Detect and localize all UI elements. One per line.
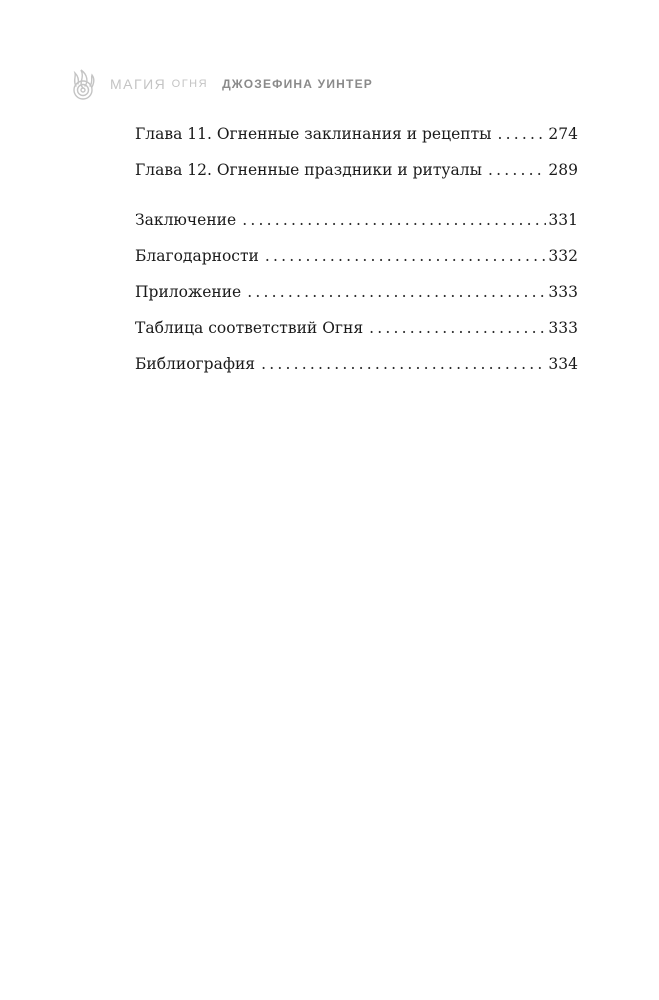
author-name: ДЖОЗЕФИНА УИНТЕР bbox=[222, 77, 373, 91]
toc-entry-title: Заключение bbox=[135, 211, 237, 229]
toc-entry-bibliography bbox=[135, 346, 578, 382]
flame-logo-icon bbox=[66, 67, 100, 101]
toc-leader-dots bbox=[498, 116, 547, 152]
toc-entry-page: 332 bbox=[548, 247, 578, 265]
toc-entry-correspondence-table bbox=[135, 310, 578, 346]
toc-entry-page: 333 bbox=[548, 283, 578, 301]
toc-entry-title: Библиография bbox=[135, 355, 256, 373]
book-title: МАГИЯ ОГНЯ bbox=[110, 76, 209, 92]
toc-entry-page: 334 bbox=[548, 355, 578, 373]
toc-entry-chapter-12 bbox=[135, 152, 578, 188]
toc-entry-chapter-11 bbox=[135, 116, 578, 152]
toc-entry-title: Приложение bbox=[135, 283, 242, 301]
toc-entry-title: Глава 12. Огненные праздники и ритуалы bbox=[135, 161, 482, 179]
toc-entry-appendix bbox=[135, 274, 578, 310]
toc-entry-conclusion bbox=[135, 202, 578, 238]
table-of-contents bbox=[135, 116, 578, 382]
toc-entry-title: Таблица соответствий Огня bbox=[135, 319, 364, 337]
toc-leader-dots bbox=[369, 310, 546, 346]
toc-entry-page: 289 bbox=[548, 161, 578, 179]
toc-entry-page: 333 bbox=[548, 319, 578, 337]
toc-entry-page: 274 bbox=[548, 125, 578, 143]
toc-entry-title: Глава 11. Огненные заклинания и рецепты bbox=[135, 125, 492, 143]
toc-entry-acknowledgements bbox=[135, 238, 578, 274]
toc-leader-dots bbox=[242, 202, 546, 238]
running-header bbox=[66, 66, 373, 102]
toc-leader-dots bbox=[261, 346, 546, 382]
toc-leader-dots bbox=[265, 238, 547, 274]
toc-leader-dots bbox=[247, 274, 546, 310]
toc-entry-page: 331 bbox=[548, 211, 578, 229]
toc-leader-dots bbox=[488, 152, 546, 188]
toc-entry-title: Благодарности bbox=[135, 247, 259, 265]
